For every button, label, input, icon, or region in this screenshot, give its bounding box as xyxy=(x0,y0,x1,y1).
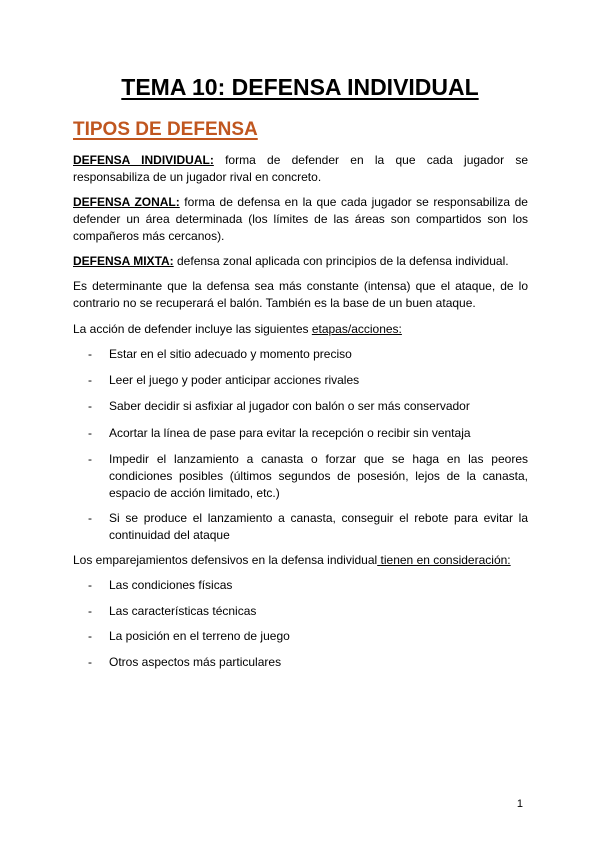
list-item-consideration xyxy=(88,628,528,645)
bullet-dash: - xyxy=(88,399,92,413)
document-title: TEMA 10: DEFENSA INDIVIDUAL xyxy=(121,74,479,100)
list-item-action xyxy=(88,372,528,389)
page-number: 1 xyxy=(516,798,523,810)
actions-intro-text: La acción de defender incluye las siguientes xyxy=(73,322,312,336)
bullet-dash: - xyxy=(88,655,92,669)
list-item-action xyxy=(88,346,528,363)
action-text: Saber decidir si asfixiar al jugador con balón o ser más conservador xyxy=(109,399,470,413)
consideration-text: La posición en el terreno de juego xyxy=(109,629,290,643)
definition-text: forma de defensa en la que cada jugador se responsabiliza de defender un área determinada (los límites de las áreas son compartidos son los compañeros más cercanos). xyxy=(73,195,528,243)
list-item-action xyxy=(88,451,528,502)
bullet-dash: - xyxy=(88,452,92,466)
definition-text: forma de defender en la que cada jugador se responsabiliza de un jugador rival en concreto. xyxy=(73,153,529,184)
definition-term: DEFENSA INDIVIDUAL: xyxy=(73,153,214,167)
consideration-text: Las características técnicas xyxy=(109,604,257,618)
paragraph-importance: Es determinante que la defensa sea más constante (intensa) que el ataque, de lo contrario no se recuperará el balón. También es la base de un buen ataque. xyxy=(73,279,528,310)
bullet-dash: - xyxy=(88,578,92,592)
bullet-dash: - xyxy=(88,426,92,440)
paragraph-matchups-intro xyxy=(73,552,528,569)
matchups-intro-underlined: tienen en consideración: xyxy=(377,553,511,567)
action-text: Si se produce el lanzamiento a canasta, conseguir el rebote para evitar la continuidad del ataque xyxy=(109,511,528,542)
list-item-consideration xyxy=(88,603,528,620)
list-item-action xyxy=(88,510,528,544)
list-item-consideration xyxy=(88,654,528,671)
bullet-dash: - xyxy=(88,629,92,643)
bullet-dash: - xyxy=(88,347,92,361)
definition-zonal xyxy=(73,194,528,245)
action-text: Leer el juego y poder anticipar acciones rivales xyxy=(109,373,360,387)
section-heading: TIPOS DE DEFENSA xyxy=(73,119,258,140)
list-item-action xyxy=(88,398,528,415)
definition-text: defensa zonal aplicada con principios de la defensa individual. xyxy=(173,254,509,268)
action-text: Estar en el sitio adecuado y momento preciso xyxy=(109,347,352,361)
definition-mixta xyxy=(73,253,528,270)
consideration-text: Las condiciones físicas xyxy=(109,578,233,592)
bullet-dash: - xyxy=(88,373,92,387)
consideration-text: Otros aspectos más particulares xyxy=(109,655,282,669)
list-item-consideration xyxy=(88,577,528,594)
actions-intro-underlined: etapas/acciones: xyxy=(311,322,402,336)
bullet-dash: - xyxy=(88,511,92,525)
bullet-dash: - xyxy=(88,604,92,618)
matchups-intro-text: Los emparejamientos defensivos en la defensa individual xyxy=(73,553,378,567)
definition-individual xyxy=(73,152,528,186)
action-text: Acortar la línea de pase para evitar la recepción o recibir sin ventaja xyxy=(109,426,471,440)
list-item-action xyxy=(88,425,528,442)
definition-term: DEFENSA ZONAL: xyxy=(73,195,180,209)
definition-term: DEFENSA MIXTA: xyxy=(73,254,174,268)
paragraph-actions-intro xyxy=(73,321,528,338)
action-text: Impedir el lanzamiento a canasta o forzar que se haga en las peores condiciones posibles (últimos segundos de posesión, lejos de la canasta, espacio de acción limitado, etc.) xyxy=(109,452,528,500)
